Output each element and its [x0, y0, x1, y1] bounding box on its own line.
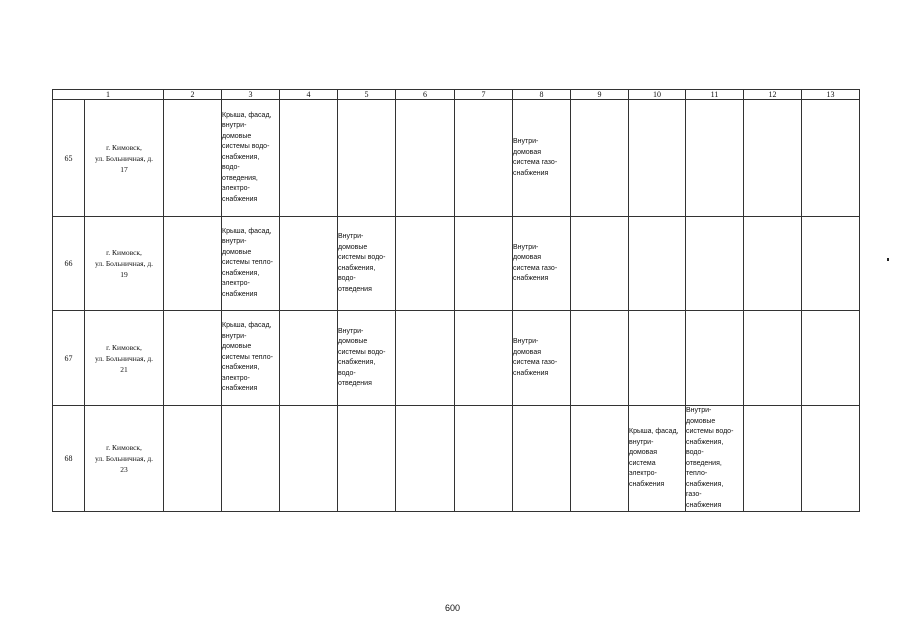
row-number: 67	[53, 311, 85, 406]
empty-cell	[280, 217, 338, 311]
col-header-11: 11	[686, 90, 744, 100]
col-header-7: 7	[455, 90, 513, 100]
col-header-8: 8	[513, 90, 571, 100]
empty-cell	[744, 406, 802, 512]
works-cell-col8: Внутри- домовая система газо- снабжения	[513, 100, 571, 217]
works-cell-col11: Внутри- домовые системы водо- снабжения, водо- отведения, тепло- снабжения, газо- снабжения	[686, 406, 744, 512]
empty-cell	[396, 311, 455, 406]
address-cell: г. Кимовск, ул. Больничная, д. 21	[85, 311, 164, 406]
empty-cell	[396, 406, 455, 512]
address-cell: г. Кимовск, ул. Больничная, д. 19	[85, 217, 164, 311]
works-cell-col8: Внутри- домовая система газо- снабжения	[513, 217, 571, 311]
works-cell-col11	[686, 100, 744, 217]
works-cell-col5: Внутри- домовые системы водо- снабжения, водо- отведения	[338, 217, 396, 311]
col-header-10: 10	[629, 90, 686, 100]
table-row	[53, 100, 860, 217]
works-cell-col5	[338, 406, 396, 512]
empty-cell	[455, 217, 513, 311]
col-header-5: 5	[338, 90, 396, 100]
address-cell: г. Кимовск, ул. Больничная, д. 23	[85, 406, 164, 512]
empty-cell	[280, 311, 338, 406]
table-row	[53, 217, 860, 311]
works-cell-col3: Крыша, фасад, внутри- домовые системы тепло- снабжения, электро- снабжения	[222, 311, 280, 406]
col-header-1: 1	[53, 90, 164, 100]
row-number: 68	[53, 406, 85, 512]
works-cell-col3: Крыша, фасад, внутри- домовые системы тепло- снабжения, электро- снабжения	[222, 217, 280, 311]
works-cell-col11	[686, 311, 744, 406]
works-cell-col8	[513, 406, 571, 512]
works-cell-col5	[338, 100, 396, 217]
empty-cell	[280, 406, 338, 512]
empty-cell	[164, 311, 222, 406]
col-header-4: 4	[280, 90, 338, 100]
works-cell-col10	[629, 217, 686, 311]
empty-cell	[280, 100, 338, 217]
empty-cell	[164, 217, 222, 311]
address-cell: г. Кимовск, ул. Больничная, д. 17	[85, 100, 164, 217]
row-number: 65	[53, 100, 85, 217]
works-cell-col11	[686, 217, 744, 311]
empty-cell	[744, 100, 802, 217]
empty-cell	[455, 100, 513, 217]
works-table	[52, 89, 860, 512]
header-row	[53, 90, 860, 100]
empty-cell	[164, 100, 222, 217]
works-cell-col10: Крыша, фасад, внутри- домовая система электро- снабжения	[629, 406, 686, 512]
works-cell-col3: Крыша, фасад, внутри- домовые системы водо- снабжения, водо- отведения, электро- снабжения	[222, 100, 280, 217]
table-row	[53, 311, 860, 406]
col-header-12: 12	[744, 90, 802, 100]
empty-cell	[455, 311, 513, 406]
empty-cell	[571, 311, 629, 406]
col-header-2: 2	[164, 90, 222, 100]
col-header-13: 13	[802, 90, 860, 100]
page-number: 600	[444, 603, 461, 613]
empty-cell	[744, 217, 802, 311]
works-cell-col8: Внутри- домовая система газо- снабжения	[513, 311, 571, 406]
empty-cell	[396, 100, 455, 217]
scan-speck	[887, 258, 889, 261]
col-header-3: 3	[222, 90, 280, 100]
empty-cell	[164, 406, 222, 512]
empty-cell	[571, 100, 629, 217]
empty-cell	[571, 406, 629, 512]
works-cell-col10	[629, 311, 686, 406]
empty-cell	[455, 406, 513, 512]
col-header-6: 6	[396, 90, 455, 100]
empty-cell	[802, 406, 860, 512]
empty-cell	[802, 311, 860, 406]
table-row	[53, 406, 860, 512]
works-cell-col10	[629, 100, 686, 217]
empty-cell	[744, 311, 802, 406]
col-header-9: 9	[571, 90, 629, 100]
empty-cell	[802, 217, 860, 311]
works-cell-col3	[222, 406, 280, 512]
works-cell-col5: Внутри- домовые системы водо- снабжения, водо- отведения	[338, 311, 396, 406]
empty-cell	[396, 217, 455, 311]
empty-cell	[571, 217, 629, 311]
row-number: 66	[53, 217, 85, 311]
empty-cell	[802, 100, 860, 217]
